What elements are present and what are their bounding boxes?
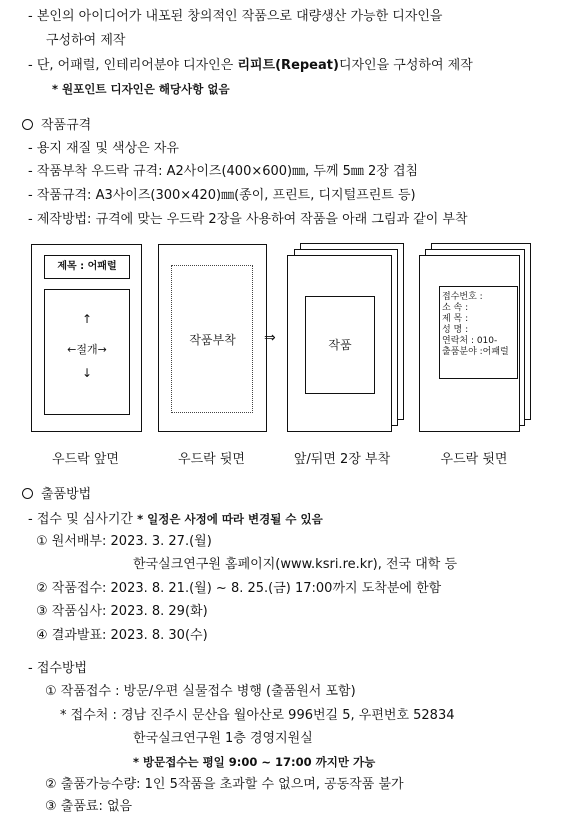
design-rule-2-pre: - 단, 어패럴, 인테리어분야 디자인은: [28, 58, 238, 73]
caption-front: 우드락 앞면: [52, 452, 119, 467]
caption-back: 우드락 뒷면: [178, 452, 245, 467]
spec-heading-label: 작품규격: [41, 118, 92, 133]
receipt-field: 출품분야 :어패럴: [442, 347, 509, 357]
schedule-2: ② 작품접수: 2023. 8. 21.(월) ~ 8. 25.(금) 17:00까지 도착분에 한함: [36, 581, 442, 596]
spec-item-3: - 작품규격: A3사이즈(300×420)㎜(종이, 프린트, 디지털프린트 등): [28, 188, 416, 203]
design-rule-1-cont: 구성하여 제작: [46, 33, 126, 48]
design-rule-1: - 본인의 아이디어가 내포된 창의적인 작품으로 대량생산 가능한 디자인을: [28, 9, 443, 24]
schedule-line: [28, 510, 323, 529]
receipt-contact: 연락처 : 010-: [442, 336, 498, 346]
arrow-up-icon: ↑: [81, 312, 93, 326]
repeat-term: 리피트(Repeat): [237, 58, 339, 73]
method-heading-label: 출품방법: [41, 487, 92, 502]
reception-3: ③ 출품료: 없음: [45, 799, 133, 814]
attach-label: 작품부착: [189, 333, 236, 347]
fold-label: ←절개→: [67, 343, 107, 356]
reception-1: ① 작품접수 : 방문/우편 실물접수 병행 (출품원서 포함): [45, 684, 356, 699]
receipt-number: 접수번호 :: [442, 292, 483, 302]
reception-address: * 접수처 : 경남 진주시 문산읍 월아산로 996번길 5, 우편번호 52834: [60, 708, 455, 723]
work-label: 작품: [328, 338, 352, 352]
caption-back-2: 우드락 뒷면: [440, 452, 508, 467]
work-area: [305, 296, 375, 394]
receipt-label: [439, 286, 518, 379]
spec-item-4: - 제작방법: 규격에 맞는 우드락 2장을 사용하여 작품을 아래 그림과 같이 부착: [28, 212, 468, 227]
onepoint-note: * 원포인트 디자인은 해당사항 없음: [52, 82, 230, 96]
arrow-right-icon: ⇒: [264, 330, 276, 346]
spec-heading: [22, 117, 91, 135]
arrow-down-icon: ↓: [81, 366, 93, 380]
schedule-1-detail: 한국실크연구원 홈페이지(www.ksri.re.kr), 전국 대학 등: [133, 557, 458, 572]
stack-front: [287, 255, 392, 432]
spec-item-2: - 작품부착 우드락 규격: A2사이즈(400×600)㎜, 두께 5㎜ 2장 겹침: [28, 164, 419, 179]
title-label-box: 제목 : 어패럴: [44, 255, 130, 279]
woodrock-back-receipt: [419, 255, 520, 432]
caption-attach: 앞/뒤면 2장 부착: [293, 452, 391, 467]
schedule-note: * 일정은 사정에 따라 변경될 수 있음: [137, 512, 323, 526]
woodrock-front: [31, 244, 142, 432]
receipt-name: 성 명 :: [442, 325, 469, 335]
reception-heading: - 접수방법: [28, 661, 88, 676]
schedule-label: - 접수 및 심사기간: [28, 512, 138, 527]
schedule-4: ④ 결과발표: 2023. 8. 30(수): [36, 628, 208, 643]
woodrock-back: [158, 244, 267, 432]
schedule-3: ③ 작품심사: 2023. 8. 29(화): [36, 604, 208, 619]
method-heading: [22, 486, 91, 504]
circle-bullet-icon: [22, 119, 33, 130]
receipt-affiliation: 소 속 :: [442, 303, 469, 313]
design-rule-2-post: 디자인을 구성하여 제작: [338, 58, 473, 73]
visit-hours-note: * 방문접수는 평일 9:00 ~ 17:00 까지만 가능: [133, 755, 376, 769]
reception-office: 한국실크연구원 1층 경영지원실: [133, 731, 313, 746]
circle-bullet-icon: [22, 488, 33, 499]
receipt-title: 제 목 :: [442, 314, 469, 324]
design-rule-2: [28, 57, 473, 75]
cut-window: [44, 289, 130, 415]
schedule-1: ① 원서배부: 2023. 3. 27.(월): [36, 534, 212, 549]
spec-item-1: - 용지 재질 및 색상은 자유: [28, 141, 179, 156]
reception-2: ② 출품가능수량: 1인 5작품을 초과할 수 없으며, 공동작품 불가: [45, 777, 404, 792]
